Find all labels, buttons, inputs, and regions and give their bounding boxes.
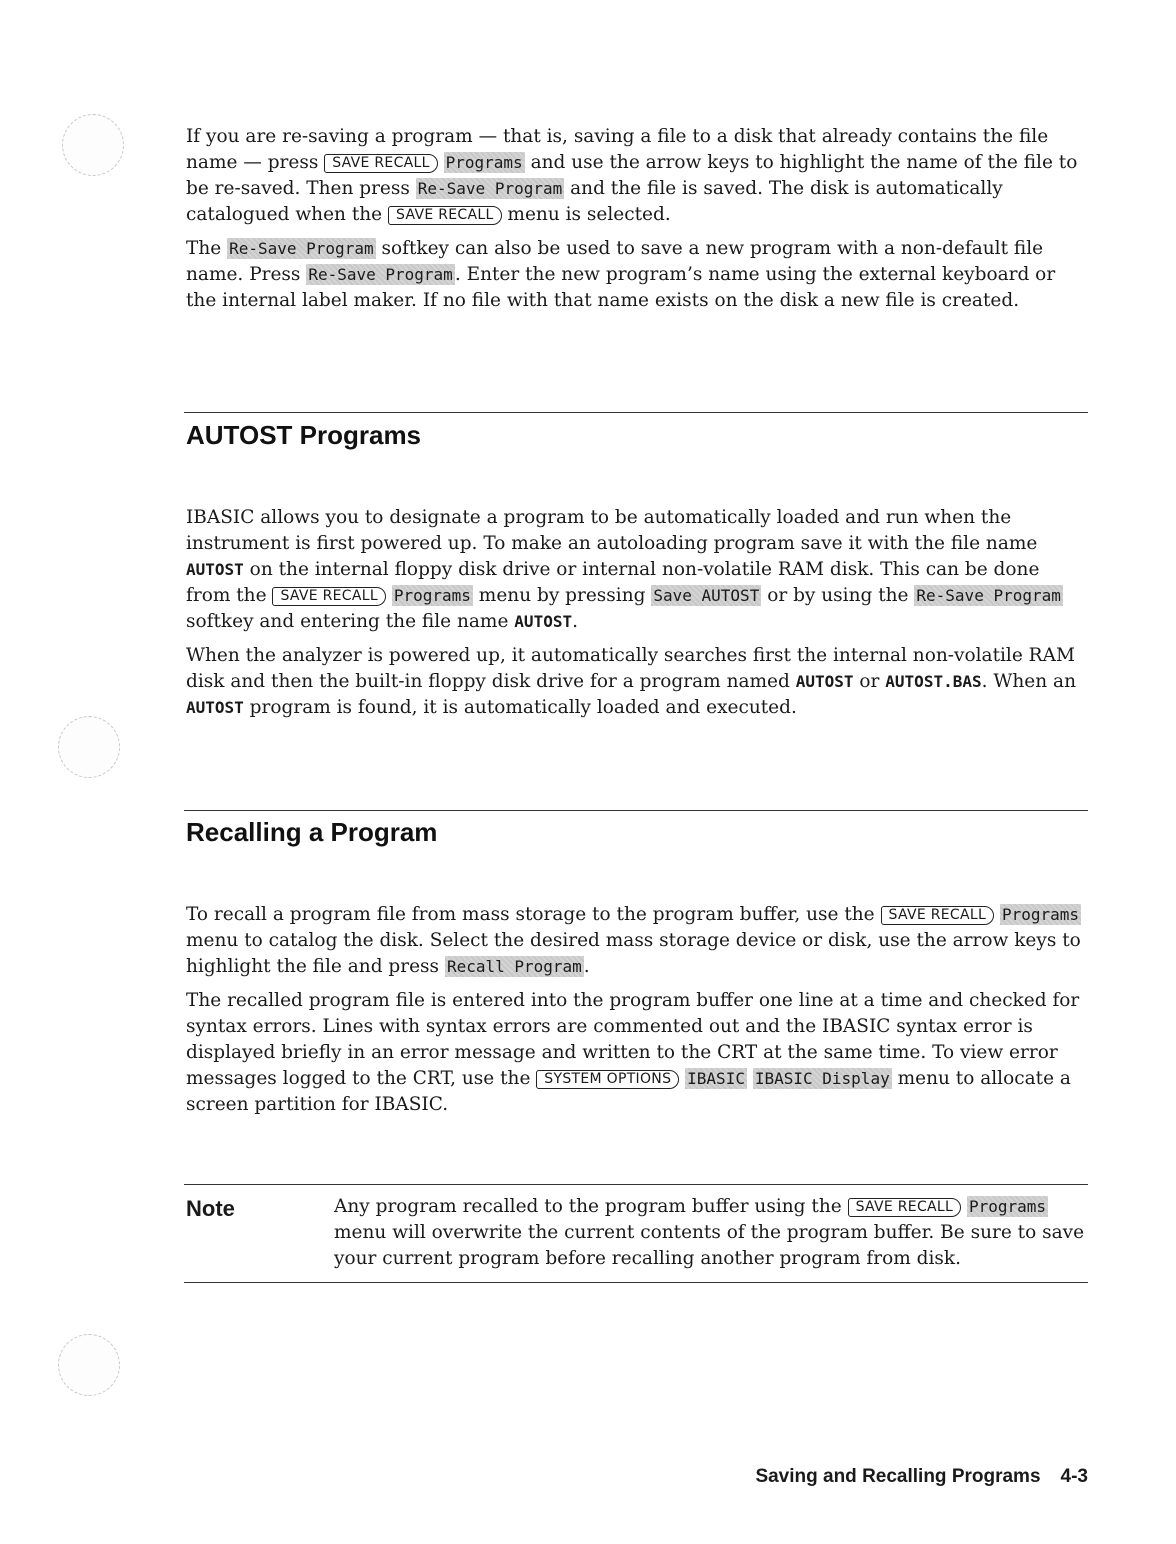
recall-heading: Recalling a Program bbox=[186, 817, 438, 847]
note-label: Note bbox=[186, 1196, 235, 1221]
recall-paragraph-1: To recall a program file from mass storage to the program buffer, use the SAVE RECALL Programs menu to catalog the disk. Select the desired mass storage device or disk, use the arrow keys to highlight the file and press Recall Program . bbox=[186, 904, 1081, 977]
page-number: 4-3 bbox=[1060, 1466, 1088, 1487]
binder-hole-top bbox=[62, 114, 124, 176]
recall-program-softkey: Recall Program bbox=[446, 957, 582, 976]
ibasic-softkey: IBASIC bbox=[687, 1069, 745, 1088]
resave-paragraph-2: The Re-Save Program softkey can also be used to save a new program with a non-default file name. Press Re-Save Program . Enter the new program’s name using the external keyboard or the internal label maker. If no file with that name exists on the disk a new file is created. bbox=[186, 238, 1056, 311]
recall-text bbox=[186, 902, 1088, 1118]
recall-paragraph-2: The recalled program file is entered into the program buffer one line at a time and checked for syntax errors. Lines with syntax errors are commented out and the IBASIC syntax error is displayed briefly in an error message and written to the CRT at the same time. To view error messages logged to the CRT, use the SYSTEM OPTIONS IBASIC IBASIC Display menu to allocate a screen partition for IBASIC. bbox=[186, 990, 1080, 1115]
note-text bbox=[334, 1194, 1088, 1272]
autost-filename: AUTOST bbox=[795, 672, 854, 691]
ibasic-display-softkey: IBASIC Display bbox=[754, 1069, 890, 1088]
resave-text bbox=[186, 124, 1088, 314]
re-save-program-softkey: Re-Save Program bbox=[229, 239, 374, 258]
programs-softkey: Programs bbox=[1001, 905, 1079, 924]
page-footer bbox=[755, 1466, 1088, 1488]
programs-softkey: Programs bbox=[445, 153, 523, 172]
binder-hole-middle bbox=[58, 716, 120, 778]
autost-paragraph-2: When the analyzer is powered up, it automatically searches first the internal non-volatile RAM disk and then the built-in floppy disk drive for a program named AUTOST or AUTOST.BAS. When an AUTOST program is found, it is automatically loaded and executed. bbox=[186, 645, 1076, 718]
programs-softkey: Programs bbox=[393, 586, 471, 605]
autost-heading: AUTOST Programs bbox=[186, 420, 422, 450]
note-rule-bottom bbox=[184, 1282, 1088, 1283]
autost-filename: AUTOST bbox=[514, 612, 573, 631]
binder-hole-bottom bbox=[58, 1334, 120, 1396]
footer-title: Saving and Recalling Programs bbox=[755, 1466, 1041, 1487]
autost-bas-filename: AUTOST.BAS bbox=[885, 672, 982, 691]
section-rule-recall bbox=[184, 810, 1088, 811]
save-recall-key: SAVE RECALL bbox=[848, 1198, 962, 1217]
note-paragraph: Any program recalled to the program buffer using the SAVE RECALL Programs menu will overwrite the current contents of the program buffer. Be sure to save your current program before recalling another program from disk. bbox=[334, 1196, 1085, 1269]
programs-softkey: Programs bbox=[969, 1197, 1047, 1216]
re-save-program-softkey: Re-Save Program bbox=[417, 179, 563, 198]
autost-filename: AUTOST bbox=[186, 560, 244, 579]
save-recall-key: SAVE RECALL bbox=[272, 587, 386, 606]
system-options-key: SYSTEM OPTIONS bbox=[536, 1070, 679, 1089]
resave-paragraph-1: If you are re-saving a program — that is, saving a file to a disk that already contains the file name — press SAVE RECALL Programs and use the arrow keys to highlight the name of the file to be re-saved. Then press Re-Save Program and the file is saved. The disk is automatically catalogued when the SAVE RECALL menu is selected. bbox=[186, 126, 1078, 225]
save-recall-key: SAVE RECALL bbox=[324, 154, 438, 173]
save-autost-softkey: Save AUTOST bbox=[653, 586, 760, 605]
autost-text bbox=[186, 505, 1088, 721]
re-save-program-softkey: Re-Save Program bbox=[916, 586, 1061, 605]
section-rule-autost bbox=[184, 412, 1088, 413]
save-recall-key: SAVE RECALL bbox=[388, 206, 502, 225]
save-recall-key: SAVE RECALL bbox=[881, 906, 995, 925]
note-rule-top bbox=[184, 1184, 1088, 1185]
re-save-program-softkey: Re-Save Program bbox=[308, 265, 453, 284]
autost-paragraph-1: IBASIC allows you to designate a program to be automatically loaded and run when the instrument is first powered up. To make an autoloading program save it with the file name AUTOST on the internal floppy disk drive or internal non-volatile RAM disk. This can be done from the SAVE RECALL Programs menu by pressing Save AUTOST or by using the Re-Save Program softkey and entering the file name AUTOST. bbox=[186, 507, 1061, 632]
autost-filename: AUTOST bbox=[186, 698, 244, 717]
